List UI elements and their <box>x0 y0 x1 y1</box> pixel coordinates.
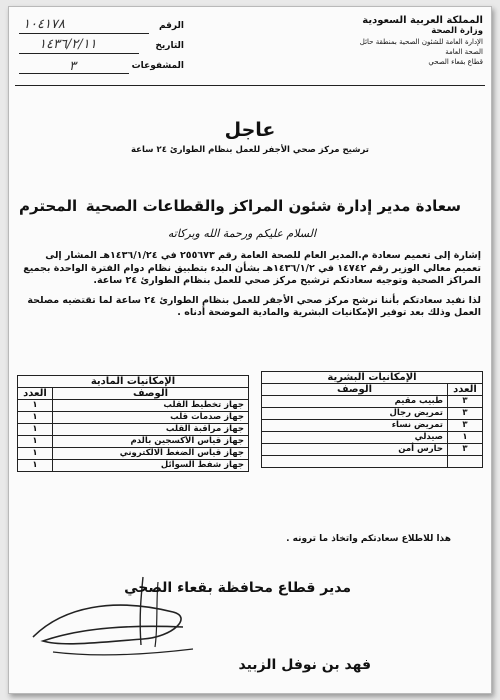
table-row: ٣ تمريض رجال <box>262 408 483 420</box>
reference-block <box>19 17 184 77</box>
table-row: جهاز تخطيط القلب ١ <box>18 400 249 412</box>
table-row: جهاز صدمات قلب ١ <box>18 412 249 424</box>
table-row <box>262 456 483 468</box>
body-paragraph: إشارة إلى تعميم سعادة م.المدير العام للصحة العامة رقم ٢٥٥٦٧٣ في ١٤٣٦/١/٢٤هـ المشار إلى تعميم معالي الوزير رقم ١٤٧٤٢ في ١٤٣٦/١/٢هـ بشأن البدء بتطبيق نظام دوام الفترة الواحدة بجميع المراكز الصحية وتوجيه سعادتكم ترشيح مركز صحي للعمل بنظام الطوارئ ٢٤ ساعة. <box>23 250 481 286</box>
table-row: جهاز قياس الضغط الالكتروني ١ <box>18 448 249 460</box>
number-value: ١٠٤١٧٨ <box>23 17 65 32</box>
greeting: السلام عليكم ورحمة الله وبركاته <box>167 227 316 240</box>
table-row: جهاز قياس الأكسجين بالدم ١ <box>18 436 249 448</box>
date-label: التاريخ <box>155 41 184 51</box>
table-row: ١ صيدلي <box>262 432 483 444</box>
col-desc-header: الوصف <box>262 384 448 396</box>
subject-line: ترشيح مركز صحي الأجفر للعمل بنظام الطوارئ ٢٤ ساعة <box>131 145 369 155</box>
table-row: ٣ طبيب مقيم <box>262 396 483 408</box>
letterhead <box>333 15 483 67</box>
urgent-title: عاجل <box>224 119 276 141</box>
recipient-honorific: المحترم <box>19 197 78 215</box>
col-number-header: العدد <box>18 388 53 400</box>
col-number-header: العدد <box>448 384 483 396</box>
signatory-name: فهد بن نوفل الزبيد <box>238 657 371 673</box>
attachments-label: المشفوعات <box>131 61 184 71</box>
attachments-value: ٣ <box>69 59 76 74</box>
recipient-line <box>19 197 461 215</box>
table-row: جهاز شفط السوائل ١ <box>18 460 249 472</box>
closing-line: هذا للاطلاع سعادتكم واتخاذ ما ترونه . <box>286 534 451 544</box>
human-resources-title: الإمكانيات البشرية <box>262 372 483 384</box>
letter-page <box>8 6 492 694</box>
header-divider <box>15 85 485 86</box>
directorate-sub: الصحة العامة <box>445 48 483 56</box>
table-row: جهاز مراقبة القلب ١ <box>18 424 249 436</box>
col-desc-header: الوصف <box>53 388 249 400</box>
material-resources-title: الإمكانيات المادية <box>18 376 249 388</box>
letter-body <box>19 250 481 327</box>
human-resources-table <box>261 371 483 468</box>
body-paragraph: لذا نفيد سعادتكم بأننا نرشح مركز صحي الأجفر للعمل بنظام الطوارئ ٢٤ ساعة لما تقتضيه مصلحة العمل وذلك بعد توفير الإمكانيات البشرية والمادية الموضحة أدناه . <box>27 294 481 318</box>
directorate-name: الإدارة العامة للشئون الصحية بمنطقة حائل <box>359 38 483 46</box>
country-emblem-text: المملكة العربية السعودية <box>362 15 483 26</box>
date-value: ١٤٣٦/٢/١١ <box>39 37 97 52</box>
material-resources-table <box>17 375 249 472</box>
ministry-name: وزارة الصحة <box>431 26 483 36</box>
recipient-name: سعادة مدير إدارة شئون المراكز والقطاعات الصحية <box>85 197 461 215</box>
table-row: ٣ حارس أمن <box>262 444 483 456</box>
table-row: ٣ تمريض نساء <box>262 420 483 432</box>
sector-name: قطاع بقعاء الصحي <box>428 58 483 66</box>
signatory-title: مدير قطاع محافظة بقعاء الصحي <box>124 580 351 596</box>
number-label: الرقم <box>158 21 184 31</box>
